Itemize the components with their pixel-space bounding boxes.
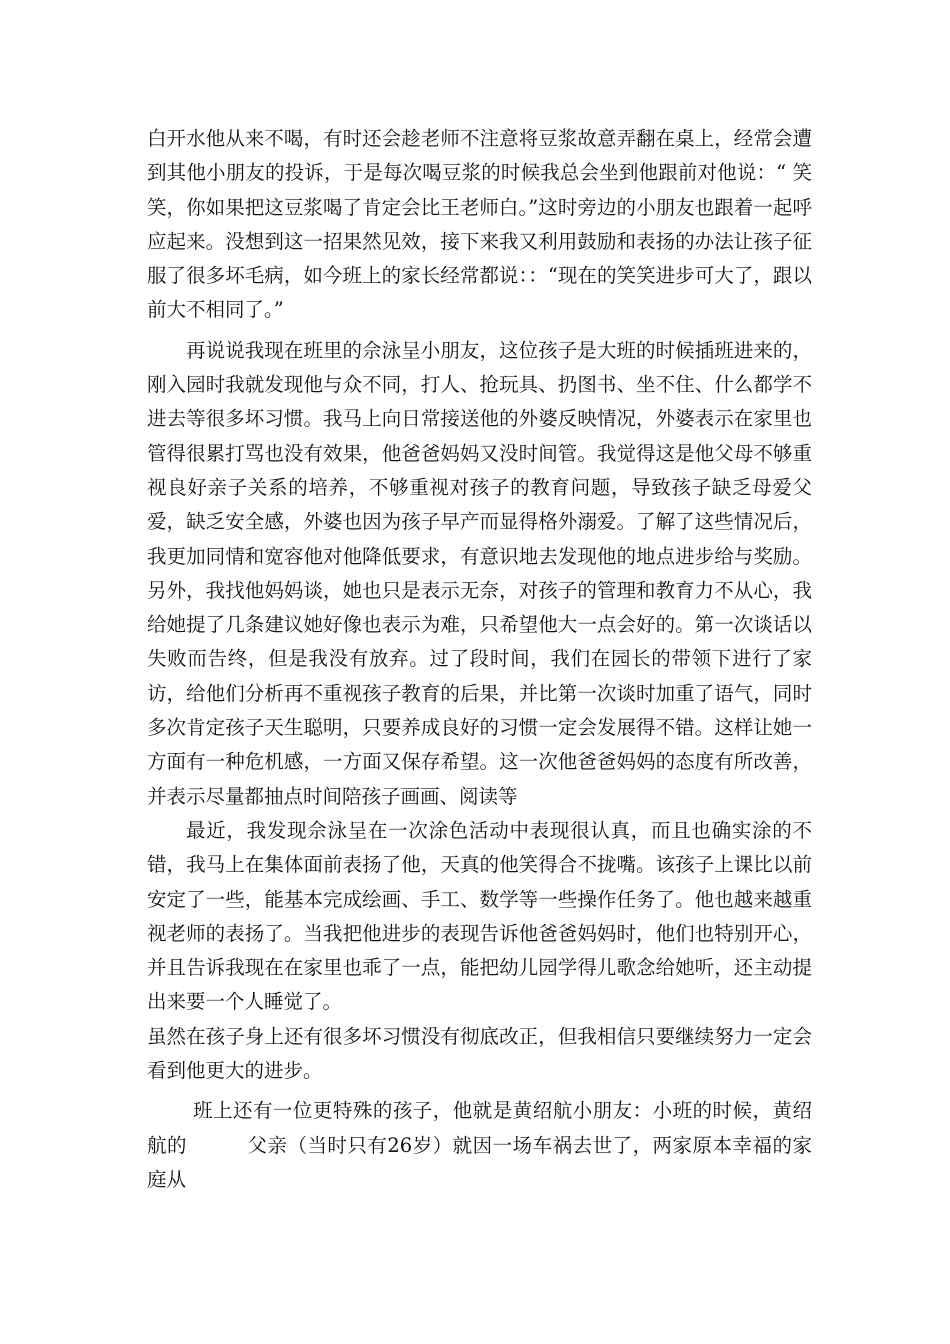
- paragraph-2: 再说说我现在班里的佘泳呈小朋友，这位孩子是大班的时候插班进来的，刚入园时我就发现他与众不同，打人、抢玩具、扔图书、坐不住、什么都学不进去等很多坏习惯。我马上向日常接送他的外婆反映情况，外婆表示在家里也管得很累打骂也没有效果，他爸爸妈妈又没时间管。我觉得这是他父母不够重视良好亲子关系的培养，不够重视对孩子的教育问题，导致孩子缺乏母爱父爱，缺乏安全感，外婆也因为孩子早产而显得格外溺爱。了解了这些情况后，我更加同情和宽容他对他降低要求，有意识地去发现他的地点进步给与奖励。另外，我找他妈妈谈，她也只是表示无奈，对孩子的管理和教育力不从心，我给她提了几条建议她好像也表示为难，只希望他大一点会好的。第一次谈话以失败而告终，但是我没有放弃。过了段时间，我们在园长的带领下进行了家访，给他们分析再不重视孩子教育的后果，并比第一次谈时加重了语气，同时多次肯定孩子天生聪明，只要养成良好的习惯一定会发展得不错。这样让她一方面有一种危机感，一方面又保存希望。这一次他爸爸妈妈的态度有所改善，并表示尽量都抽点时间陪孩子画画、阅读等: [147, 338, 812, 808]
- paragraph-5-part-1: 班上还有一位更特殊的孩子，他就是黄绍航小朋友：小班的时候，黄绍航的: [147, 1099, 812, 1157]
- paragraph-4: 虽然在孩子身上还有很多坏习惯没有彻底改正，但我相信只要继续努力一定会看到他更大的进步。: [147, 1024, 812, 1083]
- paragraph-3: 最近，我发现佘泳呈在一次涂色活动中表现很认真，而且也确实涂的不错，我马上在集体面前表扬了他，天真的他笑得合不拢嘴。该孩子上课比以前安定了一些，能基本完成绘画、手工、数学等一些操作任务了。他也越来越重视老师的表扬了。当我把他进步的表现告诉他爸爸妈妈时，他们也特别开心，并且告诉我现在在家里也乖了一点，能把幼儿园学得儿歌念给她听，还主动提出来要一个人睡觉了。: [147, 818, 812, 1014]
- document-body: [147, 122, 812, 1197]
- paragraph-5-part-2: 父亲（当时只有26岁）就因一场车祸去世了，两家原本幸福的家庭从: [147, 1133, 812, 1191]
- paragraph-5: [147, 1094, 812, 1197]
- paragraph-1: 白开水他从来不喝，有时还会趁老师不注意将豆浆故意弄翻在桌上，经常会遭到其他小朋友的投诉，于是每次喝豆浆的时候我总会坐到他跟前对他说：“ 笑笑，你如果把这豆浆喝了肯定会比王老师白。”这时旁边的小朋友也跟着一起呼应起来。没想到这一招果然见效，接下来我又利用鼓励和表扬的办法让孩子征服了很多坏毛病，如今班上的家长经常都说：：“现在的笑笑进步可大了，跟以前大不相同了。”: [147, 127, 812, 322]
